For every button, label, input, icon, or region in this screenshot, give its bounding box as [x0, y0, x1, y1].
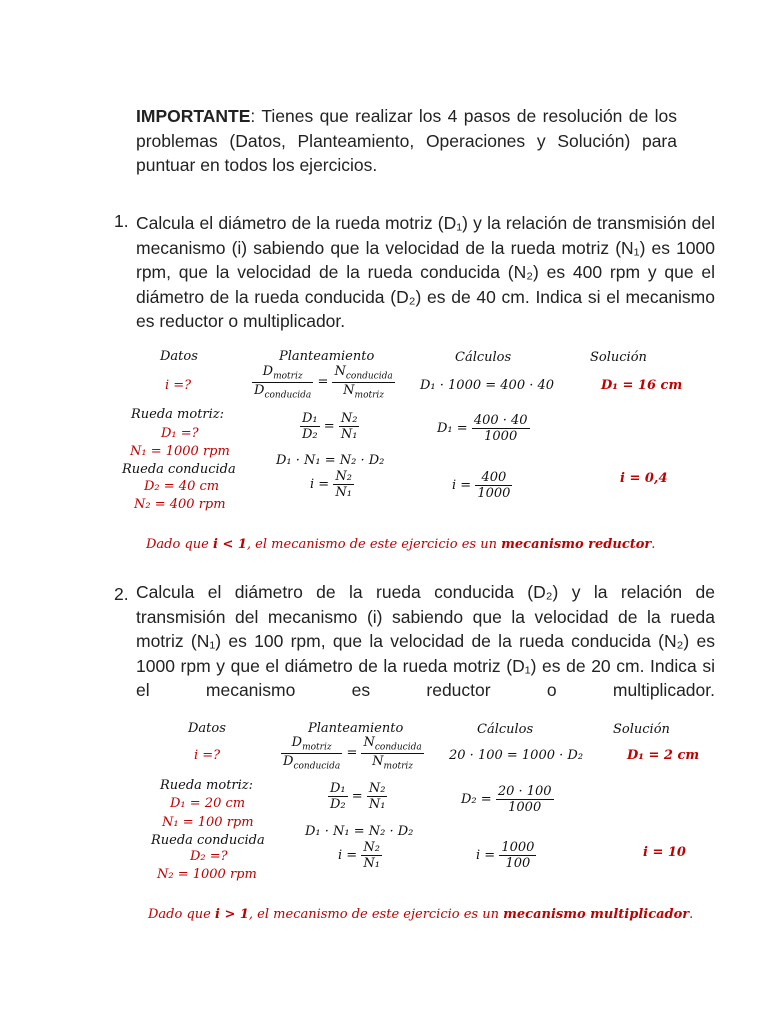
p2-header-calculos: Cálculos	[477, 722, 534, 737]
problem-1-statement: Calcula el diámetro de la rueda motriz (D₁) y la relación de transmisión del mecanismo (i) sabiendo que la velocidad de la rueda motriz (N₁) es 1000 rpm, que la velocidad de la rueda conducida (N₂) es 400 rpm y que el diámetro de la rueda conducida (D₂) es de 40 cm. Indica si el mecanismo es reductor o multiplicador.	[136, 213, 715, 331]
p2-header-solucion: Solución	[613, 722, 670, 737]
intro-text: : Tienes que realizar los 4 pasos de resolución de los problemas (Datos, Planteamiento, Operaciones y Solución) para puntuar en todos los ejercicios.	[136, 106, 677, 175]
p2-plant-cross: D₁ · N₁ = N₂ · D₂	[305, 824, 414, 839]
p1-datos-i: i =?	[165, 378, 192, 393]
p1-conclusion: Dado que i < 1, el mecanismo de este ejercicio es un mecanismo reductor.	[146, 537, 656, 552]
problem-2-statement: Calcula el diámetro de la rueda conducida (D₂) y la relación de transmisión del mecanismo (i) sabiendo que la velocidad de la rueda motriz (N₁) es 100 rpm, que la velocidad de la rueda conducida (N₂) es 1000 rpm y que el diámetro de la rueda motriz (D₁) es de 20 cm. Indica si el mecanismo es reductor o multiplicador.	[136, 582, 715, 700]
p1-header-planteamiento: Planteamiento	[279, 349, 375, 364]
p2-header-datos: Datos	[188, 721, 226, 736]
p2-plant-n-fraction: $\frac{N_{conducida}}{N_{motriz}}$	[363, 735, 422, 772]
problem-2-number: 2.	[114, 584, 129, 604]
p2-calc-i: i = $\frac{1000}{100}$	[476, 840, 535, 871]
p1-header-datos: Datos	[160, 349, 198, 364]
p1-datos-motriz-label: Rueda motriz:	[131, 407, 225, 422]
p1-datos-conducida-label: Rueda conducida	[122, 462, 236, 477]
intro-bold: IMPORTANTE	[136, 106, 251, 126]
p1-header-solucion: Solución	[590, 350, 647, 365]
p2-plant-ratio: $\frac{\text{D₁}}{\text{D₂}}$ = $\frac{\text{N₂}}{\text{N₁}}$	[330, 781, 386, 812]
p1-header-calculos: Cálculos	[455, 350, 512, 365]
p2-header-planteamiento: Planteamiento	[308, 721, 404, 736]
p2-datos-motriz-label: Rueda motriz:	[160, 778, 254, 793]
p1-plant-i: i = $\frac{\text{N₂}}{\text{N₁}}$	[310, 469, 352, 500]
p1-plant-n-fraction: $\frac{N_{conducida}}{N_{motriz}}$	[334, 364, 393, 401]
p2-calc-line1: 20 · 100 = 1000 · D₂	[449, 748, 584, 763]
p2-datos-d1: D₁ = 20 cm	[170, 796, 246, 811]
p2-datos-n2: N₂ = 1000 rpm	[157, 867, 257, 882]
p1-calc-i: i = $\frac{400}{1000}$	[452, 470, 511, 501]
p2-conclusion: Dado que i > 1, el mecanismo de este ejercicio es un mecanismo multiplicador.	[148, 907, 694, 922]
p1-datos-n1: N₁ = 1000 rpm	[130, 444, 230, 459]
p1-plant-d-fraction: $\frac{D_{motriz}}{D_{conducida}}$	[254, 364, 312, 401]
p1-plant-formula: $\frac{D_{motriz}}{D_{conducida}}$ = $\frac{N_{conducida}}{N_{motriz}}$	[254, 364, 393, 401]
p1-datos-d1: D₁ =?	[161, 426, 199, 441]
p1-calc-line1: D₁ · 1000 = 400 · 40	[420, 378, 555, 393]
p2-datos-i: i =?	[194, 748, 221, 763]
p2-datos-n1: N₁ = 100 rpm	[162, 815, 254, 830]
p2-calc-d: D₂ = $\frac{20 \cdot 100}{1000}$	[461, 784, 552, 815]
p1-sol-d: D₁ = 16 cm	[601, 378, 683, 393]
p2-plant-d-fraction: $\frac{D_{motriz}}{D_{conducida}}$	[283, 735, 341, 772]
p2-plant-formula: $\frac{D_{motriz}}{D_{conducida}}$ = $\frac{N_{conducida}}{N_{motriz}}$	[283, 735, 422, 772]
p1-plant-ratio: $\frac{\text{D₁}}{\text{D₂}}$ = $\frac{\text{N₂}}{\text{N₁}}$	[302, 411, 358, 442]
p2-datos-d2: D₂ =?	[190, 849, 228, 864]
p1-plant-cross: D₁ · N₁ = N₂ · D₂	[276, 453, 385, 468]
p2-sol-i: i = 10	[643, 845, 686, 860]
p1-sol-i: i = 0,4	[620, 471, 668, 486]
p1-calc-d: D₁ = $\frac{400 \cdot 40}{1000}$	[437, 413, 528, 444]
problem-1-number: 1.	[114, 211, 129, 231]
p2-datos-conducida-label: Rueda conducida	[151, 833, 265, 848]
intro-paragraph	[136, 104, 677, 178]
p2-sol-d: D₁ = 2 cm	[627, 748, 700, 763]
p2-plant-i: i = $\frac{\text{N₂}}{\text{N₁}}$	[338, 840, 380, 871]
p1-datos-n2: N₂ = 400 rpm	[134, 497, 226, 512]
p1-datos-d2: D₂ = 40 cm	[144, 479, 220, 494]
